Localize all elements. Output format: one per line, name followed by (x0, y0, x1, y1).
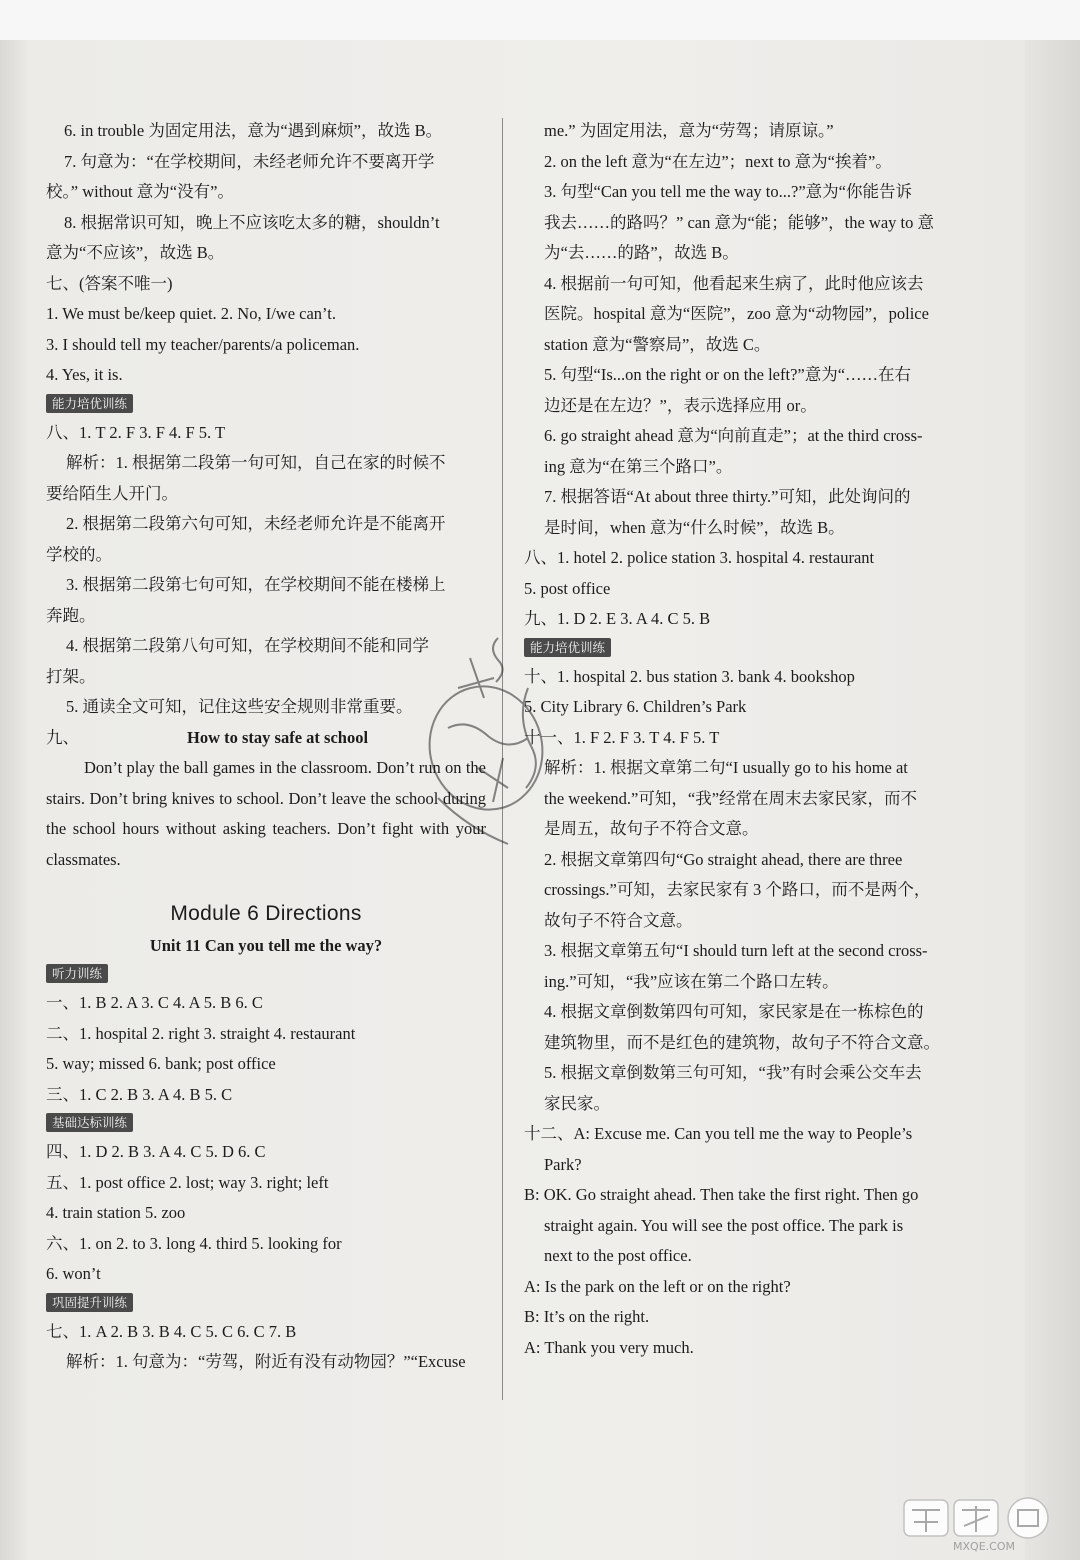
answer-line: 6. in trouble 为固定用法，意为“遇到麻烦”，故选 B。 (64, 121, 443, 140)
explanation-line: 建筑物里，而不是红色的建筑物，故句子不符合文意。 (544, 1032, 940, 1052)
answer-line: 4. train station 5. zoo (46, 1203, 186, 1222)
explanation-line: 2. 根据第二段第六句可知，未经老师允许是不能离开 (66, 514, 446, 533)
explanation-line: 学校的。 (46, 544, 112, 564)
explanation-line: 5. 句型“Is...on the right or on the left?”意为“……在右 (544, 365, 912, 384)
explanation-line: 3. 根据第二段第七句可知，在学校期间不能在楼梯上 (66, 575, 446, 594)
explanation-line: 6. go straight ahead 意为“向前直走”；at the third cross- (544, 426, 923, 445)
explanation-line: 是时间，when 意为“什么时候”，故选 B。 (544, 517, 845, 537)
explanation-line: crossings.”可知，去家民家有 3 个路口，而不是两个， (544, 880, 931, 899)
svg-text:MXQE.COM: MXQE.COM (953, 1540, 1015, 1553)
explanation-text: 解析：1. 根据第二段第一句可知，自己在家的时候不 (66, 453, 446, 472)
section-tag: 能力培优训练 (524, 638, 611, 657)
explanation-line: 为“去……的路”，故选 B。 (544, 243, 739, 262)
explanation-line: 解析：1. 句意为：“劳驾，附近有没有动物园？”“Excuse (66, 1352, 466, 1371)
answer-line: 三、1. C 2. B 3. A 4. B 5. C (46, 1084, 233, 1104)
explanation-line: 解析：1. 根据文章第二句“I usually go to his home at (544, 758, 908, 777)
answer-line: 4. Yes, it is. (46, 365, 123, 384)
answer-line: 七、1. A 2. B 3. B 4. C 5. C 6. C 7. B (46, 1321, 297, 1341)
explanation-line: 4. 根据前一句可知，他看起来生病了，此时他应该去 (544, 273, 924, 293)
explanation-line (46, 448, 486, 479)
essay-paragraph: Don’t play the ball games in the classroom. Don’t run on the stairs. Don’t bring knives to school. Don’t leave the school during the school hours without asking teachers. Don’t fight with your classmates. (46, 758, 486, 869)
dialogue-line: straight again. You will see the post office. The park is (544, 1215, 904, 1235)
answer-line: 校。” without 意为“没有”。 (46, 182, 234, 201)
explanation-line: 奔跑。 (46, 605, 96, 625)
answer-line: 十一、1. F 2. F 3. T 4. F 5. T (524, 727, 720, 747)
section-tag: 巩固提升训练 (46, 1293, 133, 1312)
unit-title: Unit 11 Can you tell me the way? (149, 936, 383, 955)
answer-line: 二、1. hospital 2. right 3. straight 4. restaurant (46, 1023, 356, 1043)
explanation-line: 家民家。 (544, 1093, 610, 1113)
explanation-line: 3. 根据文章第五句“I should turn left at the second cross- (544, 941, 928, 960)
explanation-line: 4. 根据文章倒数第四句可知，家民家是在一栋棕色的 (544, 1002, 924, 1021)
explanation-line: ing.”可知，“我”应该在第二个路口左转。 (544, 971, 839, 991)
answer-line: 八、1. hotel 2. police station 3. hospital 4. restaurant (524, 548, 875, 567)
essay-title: How to stay safe at school (187, 727, 369, 747)
answer-line: 六、1. on 2. to 3. long 4. third 5. looking for (46, 1233, 342, 1253)
dialogue-line: B: It’s on the right. (524, 1307, 650, 1326)
answer-line: 十、1. hospital 2. bus station 3. bank 4. bookshop (524, 666, 855, 686)
explanation-line: 2. on the left 意为“在左边”；next to 意为“挨着”。 (544, 151, 892, 171)
answer-line: 九、1. D 2. E 3. A 4. C 5. B (524, 609, 711, 628)
explanation-line: 7. 根据答语“At about three thirty.”可知，此处询问的 (544, 487, 911, 506)
explanation-line: 2. 根据文章第四句“Go straight ahead, there are three (544, 849, 903, 869)
section-tag: 能力培优训练 (46, 394, 133, 413)
explanation-line: 3. 句型“Can you tell me the way to...?”意为“你能告诉 (544, 182, 912, 201)
answer-line: 一、1. B 2. A 3. C 4. A 5. B 6. C (46, 993, 263, 1012)
explanation-line: ing 意为“在第三个路口”。 (544, 456, 733, 476)
watermark-stamp (408, 618, 558, 868)
dialogue-line: next to the post office. (544, 1246, 692, 1265)
answer-line: 3. I should tell my teacher/parents/a policeman. (46, 334, 360, 354)
module-title: Module 6 Directions (170, 902, 362, 925)
answer-line: 8. 根据常识可知，晚上不应该吃太多的糖，shouldn’t (64, 212, 440, 232)
answer-line: 5. post office (524, 578, 611, 598)
explanation-line: 4. 根据第二段第八句可知，在学校期间不能和同学 (66, 636, 429, 655)
answer-line: 八、1. T 2. F 3. F 4. F 5. T (46, 422, 226, 442)
explanation-line: 要给陌生人开门。 (46, 483, 178, 503)
section-tag: 听力训练 (46, 964, 108, 983)
dialogue-line: B: OK. Go straight ahead. Then take the first right. Then go (524, 1185, 919, 1204)
dialogue-line: 十二、A: Excuse me. Can you tell me the way to People’s (524, 1124, 913, 1143)
explanation-line: 打架。 (46, 666, 96, 686)
answer-line: 意为“不应该”，故选 B。 (46, 243, 225, 262)
explanation-line: me.” 为固定用法，意为“劳驾；请原谅。” (544, 121, 834, 140)
explanation-line: 我去……的路吗？” can 意为“能；能够”，the way to 意 (544, 212, 934, 232)
explanation-line: 故句子不符合文意。 (544, 910, 693, 930)
answer-line: 7. 句意为：“在学校期间，未经老师允许不要离开学 (64, 151, 435, 171)
explanation-line: 5. 根据文章倒数第三句可知，“我”有时会乘公交车去 (544, 1063, 922, 1082)
dialogue-line: Park? (544, 1154, 582, 1174)
top-margin (0, 0, 1080, 40)
right-column (524, 116, 964, 1363)
dialogue-line: A: Thank you very much. (524, 1337, 694, 1357)
site-logo (896, 1496, 1066, 1554)
explanation-line: 边还是在左边？”，表示选择应用 or。 (544, 395, 817, 415)
section-tag: 基础达标训练 (46, 1113, 133, 1132)
answer-line: 五、1. post office 2. lost; way 3. right; left (46, 1172, 329, 1192)
explanation-line: 是周五，故句子不符合文意。 (544, 819, 759, 838)
answer-line: 5. City Library 6. Children’s Park (524, 697, 747, 716)
answer-line: 1. We must be/keep quiet. 2. No, I/we can’t. (46, 304, 336, 323)
page-edge-shadow (1025, 40, 1080, 1560)
explanation-line: 5. 通读全文可知，记住这些安全规则非常重要。 (66, 697, 413, 716)
explanation-line: station 意为“警察局”，故选 C。 (544, 334, 771, 354)
answer-line: 5. way; missed 6. bank; post office (46, 1054, 276, 1073)
section-number: 九、 (46, 727, 79, 747)
answer-line: 四、1. D 2. B 3. A 4. C 5. D 6. C (46, 1142, 266, 1161)
explanation-line: 医院。hospital 意为“医院”，zoo 意为“动物园”，police (544, 304, 929, 323)
explanation-line: the weekend.”可知，“我”经常在周末去家民家，而不 (544, 788, 918, 808)
answer-line: 6. won’t (46, 1264, 101, 1283)
section-heading: 七、(答案不唯一) (46, 273, 173, 293)
dialogue-line: A: Is the park on the left or on the right? (524, 1276, 791, 1296)
